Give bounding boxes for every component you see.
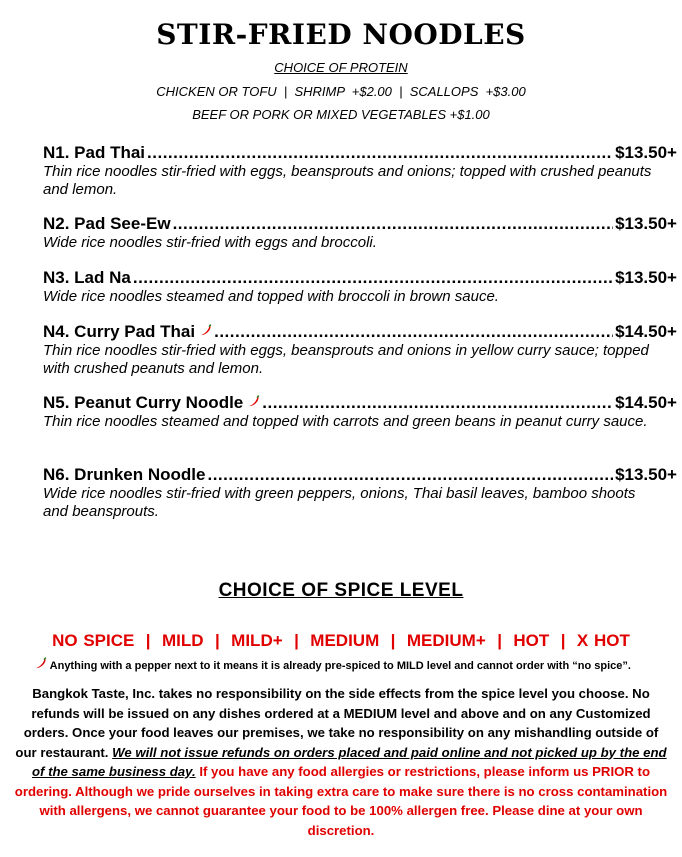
chili-pepper-icon	[34, 657, 47, 670]
menu-item	[43, 465, 677, 521]
disclaimer	[14, 684, 668, 840]
menu-item-name: N6. Drunken Noodle	[43, 465, 206, 484]
chili-pepper-icon	[199, 324, 212, 337]
spice-level-options: NO SPICE | MILD | MILD+ | MEDIUM | MEDIUM+ | HOT | X HOT	[52, 631, 630, 650]
menu-item	[43, 143, 677, 199]
menu-item-price: $13.50+	[615, 143, 677, 162]
menu-item-description: Thin rice noodles stir-fried with eggs, beansprouts and onions; topped with crushed peanuts and lemon.	[43, 163, 652, 198]
spice-level-heading: CHOICE OF SPICE LEVEL	[218, 580, 464, 601]
menu-item-description: Wide rice noodles steamed and topped with broccoli in brown sauce.	[43, 288, 499, 305]
menu-item-price: $14.50+	[615, 322, 677, 341]
pepper-note-text: Anything with a pepper next to it means it is already pre-spiced to MILD level and cannot order with “no spice”.	[49, 660, 631, 672]
menu-item-name: N3. Lad Na	[43, 268, 131, 287]
protein-options-line-1: CHICKEN OR TOFU | SHRIMP +$2.00 | SCALLOPS +$3.00	[156, 84, 526, 99]
menu-item-price: $13.50+	[615, 214, 677, 233]
menu-item	[43, 393, 677, 431]
disclaimer-text: Bangkok Taste, Inc. takes no responsibility on the side effects from the spice level you choose. No refunds will be issued on any dishes ordered at a MEDIUM level and above and on any Customized orders. Once your food leaves our premises, we take no responsibility on any mishandling outside of our restaurant.	[15, 686, 659, 760]
menu-item	[43, 214, 677, 252]
pepper-note	[30, 657, 680, 672]
menu-item-price: $13.50+	[615, 268, 677, 287]
menu-item-description: Wide rice noodles stir-fried with eggs and broccoli.	[43, 234, 377, 251]
menu-item-name: N2. Pad See-Ew	[43, 214, 171, 233]
menu-item-name: N5. Peanut Curry Noodle	[43, 393, 244, 412]
dot-leader	[173, 214, 614, 234]
menu-item-description: Thin rice noodles stir-fried with eggs, beansprouts and onions in yellow curry sauce; topped with crushed peanuts and lemon.	[43, 342, 649, 377]
chili-pepper-icon	[247, 395, 260, 408]
menu-item	[43, 268, 677, 306]
disclaimer-refund-notice: We will not issue refunds on orders placed and paid online and not picked up by the end of the same business day.	[31, 744, 667, 779]
dot-leader	[133, 268, 613, 288]
protein-options-line-2: BEEF OR PORK OR MIXED VEGETABLES +$1.00	[192, 107, 490, 122]
dot-leader	[262, 393, 613, 413]
dot-leader	[147, 143, 613, 163]
protein-heading: CHOICE OF PROTEIN	[274, 60, 408, 75]
disclaimer-allergy-notice: If you have any food allergies or restrictions, please inform us PRIOR to ordering. Although we pride ourselves in taking extra care to make sure there is no cross contamination with allergens, we cannot guarantee your food to be 100% allergen free. Please dine at your own discretion.	[14, 764, 668, 838]
menu-item-name: N1. Pad Thai	[43, 143, 146, 162]
dot-leader	[214, 322, 613, 342]
menu-item-price: $13.50+	[615, 465, 677, 484]
menu-item-price: $14.50+	[615, 393, 677, 412]
menu-item-description: Wide rice noodles stir-fried with green peppers, onions, Thai basil leaves, bamboo shoots and beansprouts.	[43, 485, 636, 520]
menu-item	[43, 322, 677, 378]
page-title: STIR-FRIED NOODLES	[156, 18, 526, 51]
dot-leader	[207, 465, 613, 485]
menu-item-description: Thin rice noodles steamed and topped with carrots and green beans in peanut curry sauce.	[43, 413, 648, 430]
menu-item-name: N4. Curry Pad Thai	[43, 322, 196, 341]
